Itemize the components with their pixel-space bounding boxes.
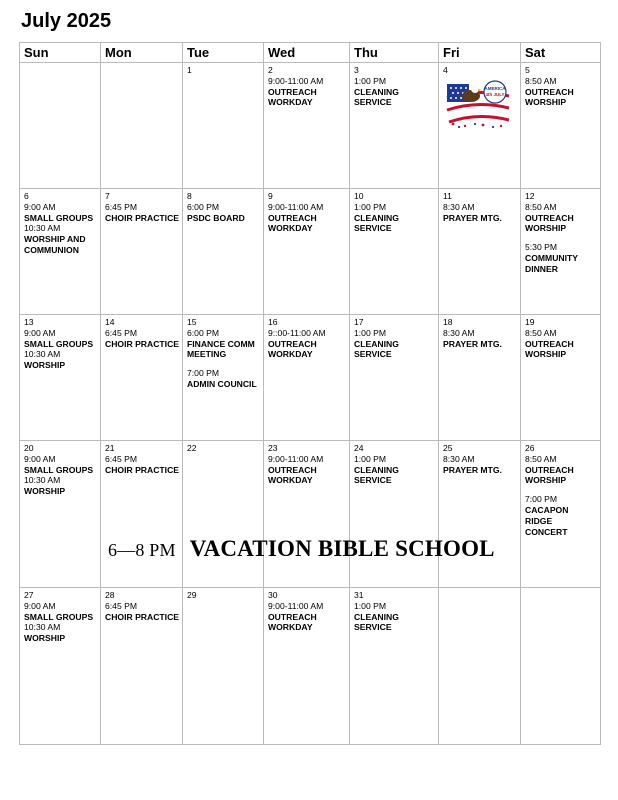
event-title: CACAPON RIDGE CONCERT: [525, 504, 569, 537]
event-title: SMALL GROUPS: [24, 464, 94, 475]
event-time: 10:30 AM: [24, 622, 61, 633]
day-cell-30: [264, 588, 350, 745]
weekday-wed: Wed: [264, 43, 350, 63]
day-cell-7: [101, 189, 183, 315]
day-number: 25: [443, 443, 453, 453]
day-cell-17: [350, 315, 439, 441]
event-time: 6:00 PM: [187, 327, 220, 338]
event-title: CHOIR PRACTICE: [105, 212, 180, 223]
event-time: 1:00 PM: [354, 600, 387, 611]
day-number: 6: [24, 191, 29, 201]
event-time: 9:00-11:00 AM: [268, 75, 324, 86]
day-cell-6: [20, 189, 101, 315]
event-title: PSDC BOARD: [187, 212, 245, 223]
week-row: [20, 189, 601, 315]
event-title: WORSHIP: [24, 360, 66, 371]
event-time: 1:00 PM: [354, 75, 387, 86]
event-time: 5:30 PM: [525, 242, 558, 253]
day-number: 13: [24, 317, 34, 327]
banner-text: VACATION BIBLE SCHOOL: [189, 536, 495, 561]
weekday-tue: Tue: [183, 43, 264, 63]
event-time: 9:00 AM: [24, 453, 56, 464]
event-title: FINANCE COMM MEETING: [187, 338, 255, 360]
day-number: 23: [268, 443, 278, 453]
event-title: CHOIR PRACTICE: [105, 338, 180, 349]
event-title: SMALL GROUPS: [24, 338, 94, 349]
day-cell-9: [264, 189, 350, 315]
event-time: 8:50 AM: [525, 327, 557, 338]
day-cell-3: [350, 63, 439, 189]
event-title: CLEANING SERVICE: [354, 212, 399, 234]
day-number: 28: [105, 590, 115, 600]
day-number: 15: [187, 317, 197, 327]
event-title: CHOIR PRACTICE: [105, 611, 180, 622]
badge-text-america: AMERICA: [484, 85, 506, 91]
day-cell-empty: [101, 63, 183, 189]
day-cell-4: [439, 63, 521, 189]
event-title: SMALL GROUPS: [24, 212, 94, 223]
day-cell-13: [20, 315, 101, 441]
event-time: 7:00 PM: [525, 494, 558, 505]
event-title: OUTREACH WORSHIP: [525, 464, 574, 486]
weekday-sat: Sat: [521, 43, 601, 63]
event-title: WORSHIP: [24, 486, 66, 497]
event-title: PRAYER MTG.: [443, 464, 502, 475]
vacation-bible-school-banner: [108, 536, 495, 562]
event-time: 8:50 AM: [525, 75, 557, 86]
calendar-title: July 2025: [21, 10, 112, 32]
event-time: 6:45 PM: [105, 453, 138, 464]
weekday-header-row: [20, 43, 601, 63]
event-time: 9:00 AM: [24, 201, 56, 212]
event-time: 8:30 AM: [443, 201, 475, 212]
event-time: 6:00 PM: [187, 201, 220, 212]
day-number: 4: [443, 65, 448, 75]
day-number: 26: [525, 443, 535, 453]
day-number: 9: [268, 191, 273, 201]
event-title: CLEANING SERVICE: [354, 338, 399, 360]
event-time: 8:30 AM: [443, 453, 475, 464]
day-cell-22: [183, 441, 264, 588]
event-time: 6:45 PM: [105, 201, 138, 212]
day-cell-15: [183, 315, 264, 441]
event-time: 6:45 PM: [105, 327, 138, 338]
day-cell-empty: [20, 63, 101, 189]
event-title: OUTREACH WORSHIP: [525, 212, 574, 234]
event-title: OUTREACH WORKDAY: [268, 212, 317, 234]
day-cell-21: [101, 441, 183, 588]
day-number: 21: [105, 443, 115, 453]
event-time: 10:30 AM: [24, 223, 61, 234]
banner-hours: 6—8 PM: [108, 540, 176, 560]
calendar-grid: [19, 42, 601, 745]
day-cell-8: [183, 189, 264, 315]
event-title: OUTREACH WORKDAY: [268, 611, 317, 633]
badge-text-july: 4th JULY: [485, 91, 505, 97]
weekday-fri: Fri: [439, 43, 521, 63]
event-title: ADMIN COUNCIL: [187, 378, 257, 389]
day-number: 18: [443, 317, 453, 327]
event-time: 9:00-11:00 AM: [268, 453, 324, 464]
week-row: [20, 441, 601, 588]
day-number: 2: [268, 65, 273, 75]
day-cell-empty: [439, 588, 521, 745]
day-number: 31: [354, 590, 364, 600]
event-title: PRAYER MTG.: [443, 338, 502, 349]
event-time: 10:30 AM: [24, 349, 61, 360]
day-cell-31: [350, 588, 439, 745]
day-number: 10: [354, 191, 364, 201]
weekday-thu: Thu: [350, 43, 439, 63]
event-time: 6:45 PM: [105, 600, 138, 611]
day-cell-24: [350, 441, 439, 588]
day-number: 27: [24, 590, 34, 600]
day-cell-1: [183, 63, 264, 189]
event-title: OUTREACH WORSHIP: [525, 338, 574, 360]
day-cell-11: [439, 189, 521, 315]
day-number: 5: [525, 65, 530, 75]
event-time: 9:00-11:00 AM: [268, 600, 324, 611]
day-cell-12: [521, 189, 601, 315]
day-number: 19: [525, 317, 535, 327]
event-title: OUTREACH WORKDAY: [268, 86, 317, 108]
event-title: CHOIR PRACTICE: [105, 464, 180, 475]
event-title: CLEANING SERVICE: [354, 464, 399, 486]
day-number: 20: [24, 443, 34, 453]
july-4th-eagle-flag-icon: [443, 78, 513, 130]
weekday-mon: Mon: [101, 43, 183, 63]
day-number: 8: [187, 191, 192, 201]
day-cell-19: [521, 315, 601, 441]
event-time: 7:00 PM: [187, 368, 220, 379]
day-cell-26: [521, 441, 601, 588]
day-number: 17: [354, 317, 364, 327]
day-number: 22: [187, 443, 197, 453]
event-time: 1:00 PM: [354, 201, 387, 212]
day-number: 16: [268, 317, 278, 327]
day-cell-10: [350, 189, 439, 315]
day-number: 12: [525, 191, 535, 201]
day-number: 14: [105, 317, 115, 327]
day-cell-29: [183, 588, 264, 745]
day-cell-18: [439, 315, 521, 441]
week-row: [20, 315, 601, 441]
day-number: 1: [187, 65, 192, 75]
week-row: [20, 63, 601, 189]
day-cell-25: [439, 441, 521, 588]
day-number: 24: [354, 443, 364, 453]
day-number: 29: [187, 590, 197, 600]
event-time: 9:00 AM: [24, 327, 56, 338]
weekday-sun: Sun: [20, 43, 101, 63]
event-time: 9::00-11:00 AM: [268, 327, 326, 338]
event-time: 8:50 AM: [525, 453, 557, 464]
event-title: CLEANING SERVICE: [354, 611, 399, 633]
event-time: 1:00 PM: [354, 327, 387, 338]
event-time: 10:30 AM: [24, 475, 61, 486]
day-cell-2: [264, 63, 350, 189]
event-title: OUTREACH WORKDAY: [268, 464, 317, 486]
event-title: WORSHIP: [24, 633, 66, 644]
day-number: 3: [354, 65, 359, 75]
day-cell-27: [20, 588, 101, 745]
event-title: SMALL GROUPS: [24, 611, 94, 622]
event-title: WORSHIP AND COMMUNION: [24, 234, 86, 255]
event-time: 9:00-11:00 AM: [268, 201, 324, 212]
event-time: 8:30 AM: [443, 327, 475, 338]
event-title: CLEANING SERVICE: [354, 86, 399, 108]
day-cell-16: [264, 315, 350, 441]
event-time: 8:50 AM: [525, 201, 557, 212]
day-cell-28: [101, 588, 183, 745]
event-title: OUTREACH WORSHIP: [525, 86, 574, 108]
event-time: 1:00 PM: [354, 453, 387, 464]
day-number: 11: [443, 191, 452, 201]
event-time: 9:00 AM: [24, 600, 56, 611]
week-row: [20, 588, 601, 745]
day-cell-14: [101, 315, 183, 441]
event-title: OUTREACH WORKDAY: [268, 338, 317, 360]
day-number: 7: [105, 191, 110, 201]
day-cell-23: [264, 441, 350, 588]
day-cell-empty: [521, 588, 601, 745]
day-cell-5: [521, 63, 601, 189]
event-title: PRAYER MTG.: [443, 212, 502, 223]
day-number: 30: [268, 590, 278, 600]
event-title: COMMUNITY DINNER: [525, 252, 578, 274]
day-cell-20: [20, 441, 101, 588]
